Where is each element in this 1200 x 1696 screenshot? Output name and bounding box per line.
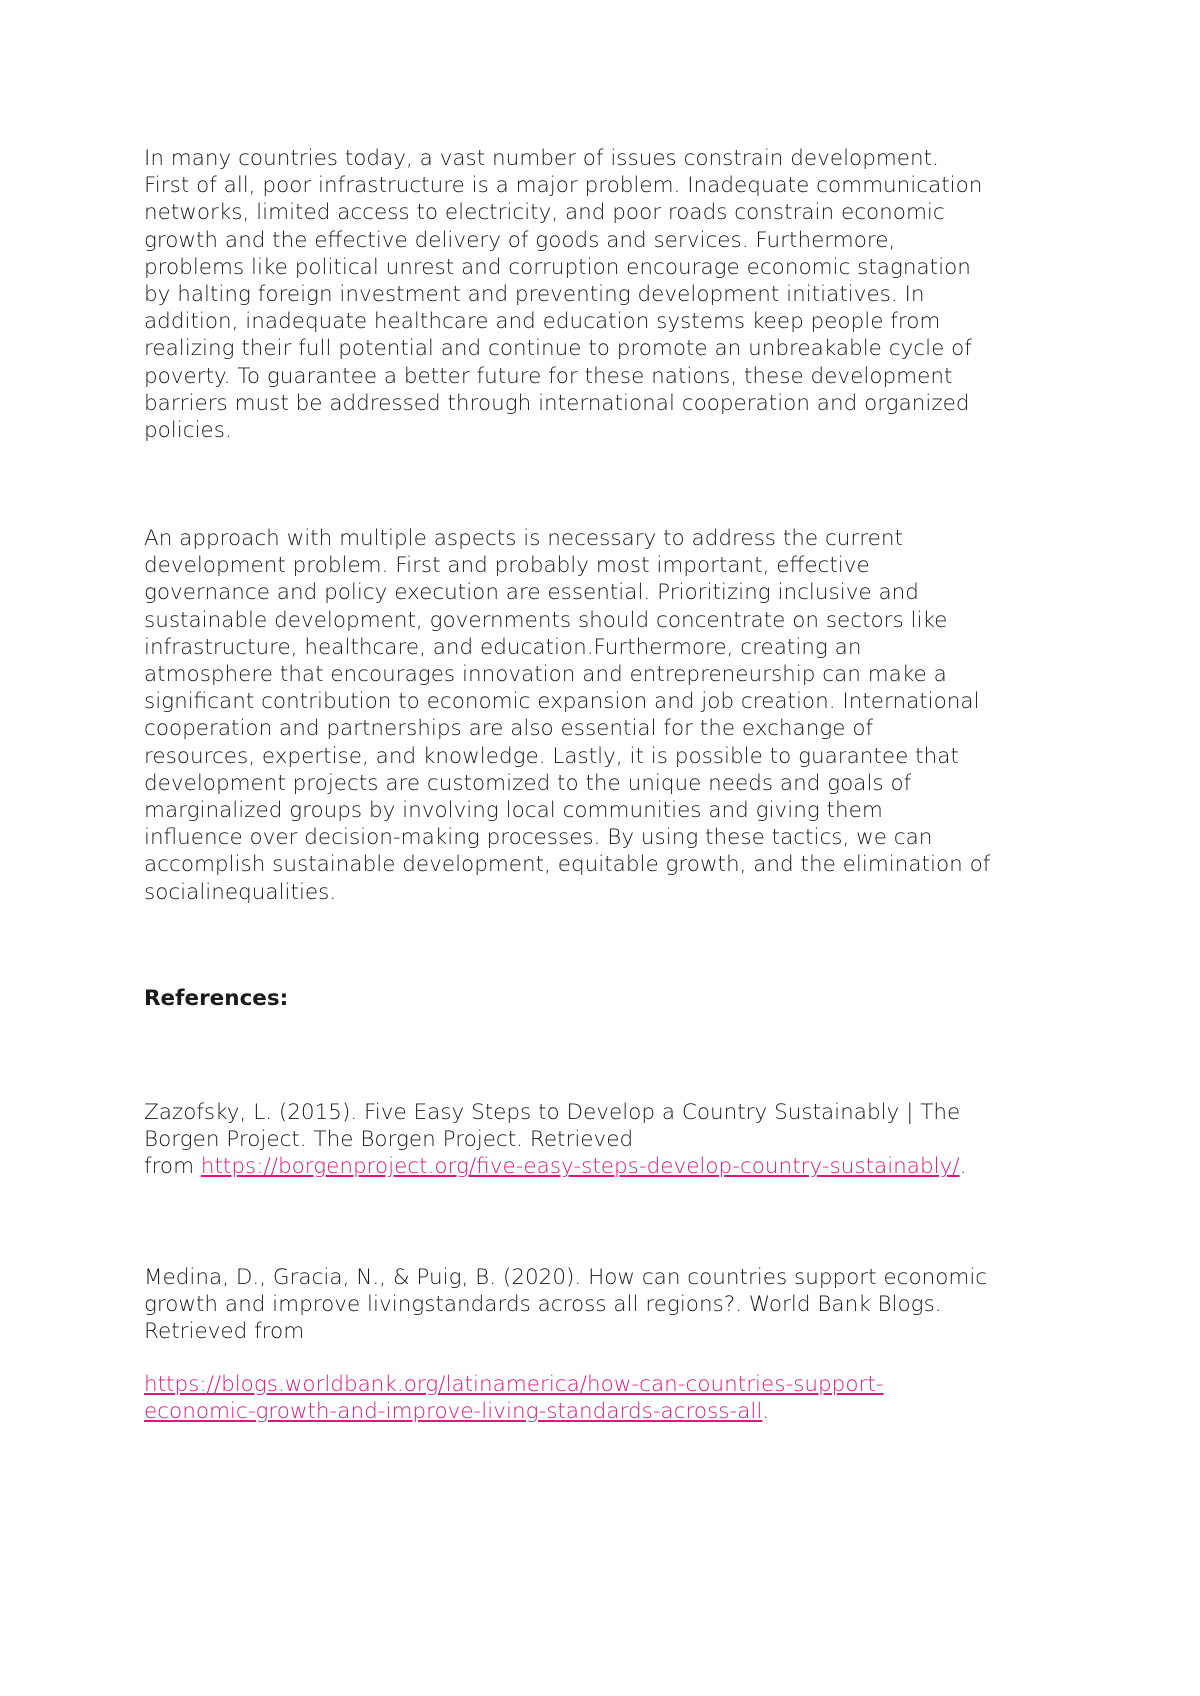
paragraph-development-approach: An approach with multiple aspects is necessary to address the current development problem. First and probably most important, effective governance and policy execution are essential. Prioritizing inclusive and sustainable development, governments should concentrate on sectors like infrastructure, healthcare, and education.Furthermore, creating an atmosphere that encourages innovation and entrepreneurship can make a significant contribution to economic expansion and job creation. International cooperation and partnerships are also essential for the exchange of resources, expertise, and knowledge. Lastly, it is possible to guarantee that development projects are customized to the unique needs and goals of marginalized groups by involving local communities and giving them influence over decision-making processes. By using these tactics, we can accomplish sustainable development, equitable growth, and the elimination of socialinequalities. bbox=[144, 526, 991, 905]
reference-zazofsky-suffix: . bbox=[959, 1154, 967, 1180]
reference-zazofsky bbox=[144, 1099, 966, 1181]
references-heading: References: bbox=[144, 986, 289, 1011]
paragraph-development-constraints: In many countries today, a vast number of issues constrain development. First of all, poor infrastructure is a major problem. Inadequate communication networks, limited access to electricity, and poor roads constrain economic growth and the effective delivery of goods and services. Furthermore, problems like political unrest and corruption encourage economic stagnation by halting foreign investment and preventing development initiatives. In addition, inadequate healthcare and education systems keep people from realizing their full potential and continue to promote an unbreakable cycle of poverty. To guarantee a better future for these nations, these development barriers must be addressed through international cooperation and organized policies. bbox=[144, 146, 983, 444]
reference-medina-link-line2: economic-growth-and-improve-living-standards-across-all bbox=[144, 1399, 763, 1425]
reference-medina-link-line1: https://blogs.worldbank.org/latinamerica/how-can-countries-support- bbox=[144, 1372, 884, 1397]
reference-zazofsky-text: Zazofsky, L. (2015). Five Easy Steps to Develop a Country Sustainably | The Borgen Project. The Borgen Project. Retrieved from bbox=[144, 1100, 961, 1180]
reference-medina-url bbox=[144, 1371, 884, 1425]
reference-zazofsky-link[interactable]: https://borgenproject.org/five-easy-steps-develop-country-sustainably/ bbox=[200, 1154, 960, 1180]
reference-medina: Medina, D., Gracia, N., & Puig, B. (2020). How can countries support economic growth and improve livingstandards across all regions?. World Bank Blogs. Retrieved from bbox=[144, 1265, 988, 1345]
reference-medina-suffix: . bbox=[762, 1399, 770, 1425]
reference-medina-link[interactable] bbox=[144, 1372, 884, 1424]
